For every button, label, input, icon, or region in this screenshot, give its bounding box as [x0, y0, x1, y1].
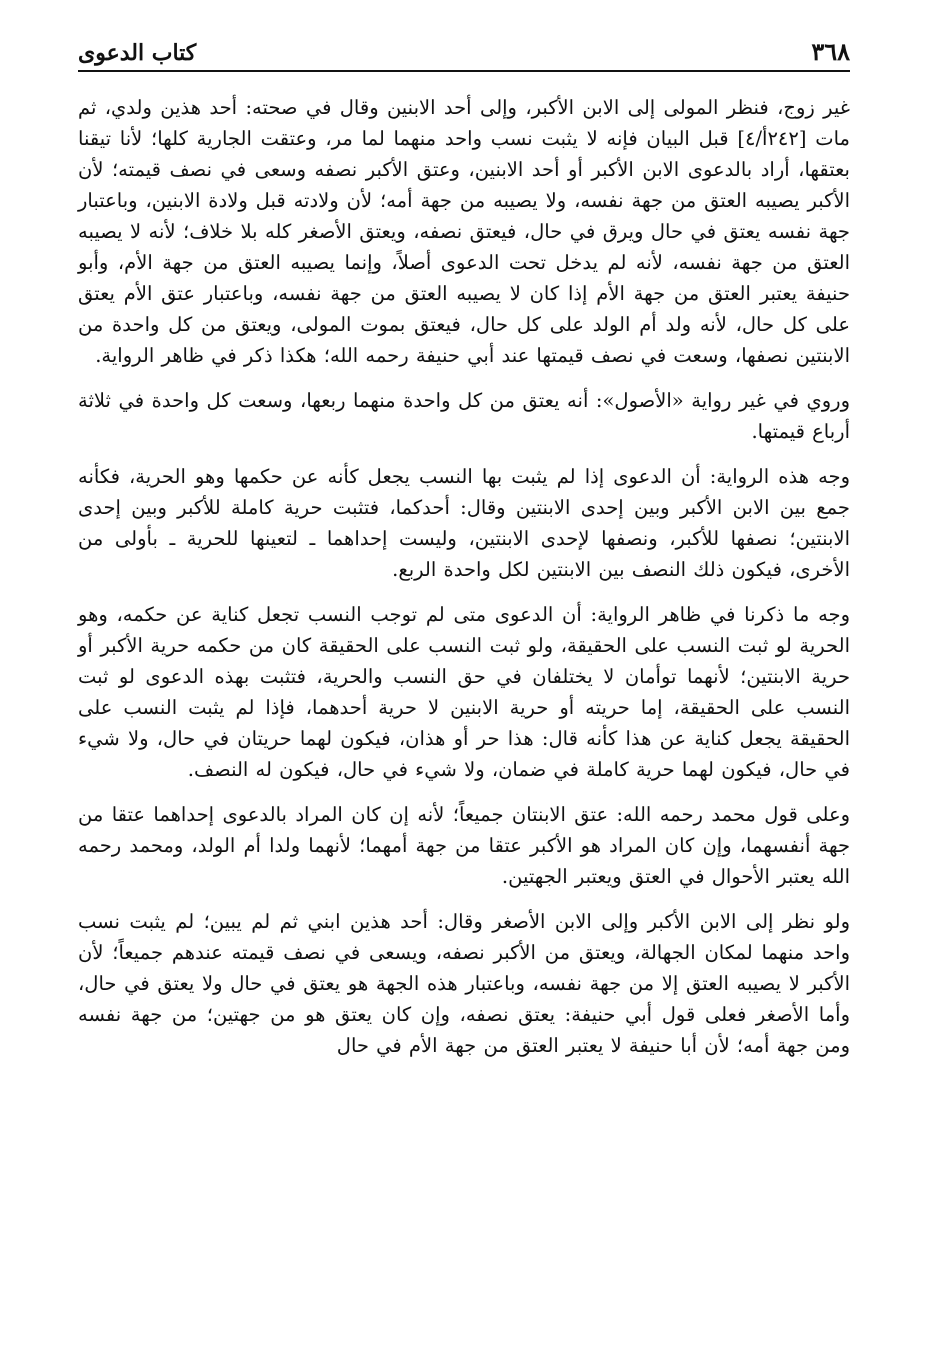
paragraph-3: وجه هذه الرواية: أن الدعوى إذا لم يثبت بها النسب يجعل كأنه عن حكمها وهو الحرية، فكأنه جمع بين الابن الأكبر وبين إحدى الابنتين وقال: أحدكما، فتثبت حرية كاملة للأكبر وبين إحدى الابنتين؛ نصفها للأكبر، ونصفها لإحدى الابنتين، وليست إحداهما ـ لتعينها للحرية ـ بأولى من الأخرى، فيكون ذلك النصف بين الابنتين لكل واحدة الربع. — [78, 465, 850, 581]
page-header — [78, 26, 850, 72]
paragraph-2: وروي في غير رواية «الأصول»: أنه يعتق من كل واحدة منهما ربعها، وسعت كل واحدة في ثلاثة أرباع قيمتها. — [78, 389, 850, 443]
page-body — [78, 92, 850, 1354]
paragraph-5: وعلى قول محمد رحمه الله: عتق الابنتان جميعاً؛ لأنه إن كان المراد بالدعوى إحداهما عتقا من جهة أنفسهما، وإن كان المراد هو الأكبر عتقا من جهة أمهما؛ لأنهما ولدا أم الولد، ومحمد رحمه الله يعتبر الأحوال في العتق ويعتبر الجهتين. — [78, 803, 850, 888]
paragraph-4: وجه ما ذكرنا في ظاهر الرواية: أن الدعوى متى لم توجب النسب تجعل كناية عن حكمه، وهو الحرية لو ثبت النسب على الحقيقة، ولو ثبت النسب على الحقيقة كان من حكمه حرية الأكبر أو حرية الابنتين؛ لأنهما توأمان لا يختلفان في حق النسب والحرية، فتثبت بهذه الدعوى لو ثبت النسب على الحقيقة، إما حريته أو حرية الابنين لا حرية أحدهما، فإذا لم يثبت النسب على الحقيقة يجعل كناية عن هذا كأنه قال: هذا حر أو هذان، فيكون لهما حريتان في حال، ولا شيء في حال، فيكون لهما حرية كاملة في ضمان، ولا شيء في حال، فيكون له النصف. — [78, 603, 850, 781]
book-title: كتاب الدعوى — [78, 40, 197, 66]
paragraph-6: ولو نظر إلى الابن الأكبر وإلى الابن الأصغر وقال: أحد هذين ابني ثم لم يبين؛ لم يثبت نسب واحد منهما لمكان الجهالة، ويعتق من الأكبر نصفه، ويسعى في نصف قيمته عندهم جميعاً؛ لأن الأكبر لا يصيبه العتق إلا من جهة نفسه، وباعتبار هذه الجهة هو يعتق في حال ولا يعتق في حال، وأما الأصغر فعلى قول أبي حنيفة: يعتق نصفه، وإن كان يعتق هو من جهتين؛ من جهة نفسه ومن جهة أمه؛ لأن أبا حنيفة لا يعتبر العتق من جهة الأم في حال — [78, 910, 850, 1057]
page-number: ٣٦٨ — [811, 37, 850, 66]
paragraph-1: غير زوج، فنظر المولى إلى الابن الأكبر، وإلى أحد الابنين وقال في صحته: أحد هذين ولدي، ثم مات [٢٤٢أ/٤] قبل البيان فإنه لا يثبت نسب واحد منهما لما مر، وعتقت الجارية كلها؛ لأنا تيقنا بعتقها، أراد بالدعوى الابن الأكبر أو أحد الابنين، وعتق الأكبر نصفه وسعى في نصف قيمته؛ لأن الأكبر يصيبه العتق من جهة نفسه، ولا يصيبه من جهة أمه؛ لأن ولادته قبل ولادة الابنين، وباعتبار جهة نفسه يعتق في حال ويرق في حال، فيعتق نصفه، ويعتق الأصغر كله بلا خلاف؛ لأنه لا يصيبه العتق من جهة نفسه، لأنه لم يدخل تحت الدعوى أصلاً، وإنما يصيبه العتق من جهة الأم، وأبو حنيفة يعتبر العتق من جهة الأم إذا كان لا يصيبه العتق من جهة نفسه، وباعتبار عتق الأم يعتق على كل حال، لأنه ولد أم الولد على كل حال، فيعتق بموت المولى، ويعتق من كل واحدة من الابنتين نصفها، وسعت في نصف قيمتها عند أبي حنيفة رحمه الله؛ هكذا ذكر في ظاهر الرواية. — [78, 96, 850, 367]
